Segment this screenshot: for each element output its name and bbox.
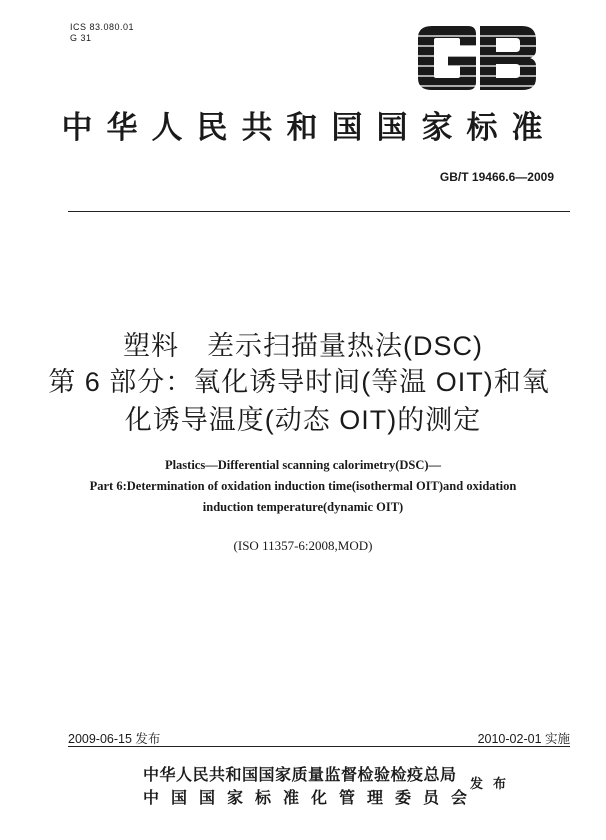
en-title-line-3: induction temperature(dynamic OIT) xyxy=(202,500,404,514)
issued-label: 发布 xyxy=(470,776,517,791)
ccs-code: G 31 xyxy=(70,33,92,43)
implementation-date: 2010-02-01 实施 xyxy=(477,732,570,746)
ics-code: ICS 83.080.01 xyxy=(70,22,135,32)
adoption-note: (ISO 11357-6:2008,MOD) xyxy=(233,538,373,553)
standard-number: GB/T 19466.6—2009 xyxy=(439,170,554,184)
issuing-org-line-1: 中华人民共和国国家质量监督检验检疫总局 xyxy=(143,767,457,784)
top-divider xyxy=(68,211,570,212)
issuing-org-line-2: 中国国家标准化管理委员会 xyxy=(143,790,480,807)
en-title-line-2: Part 6:Determination of oxidation induction time(isothermal OIT)and oxidation xyxy=(89,479,517,493)
national-standard-title: 中华人民共和国国家标准 xyxy=(61,110,557,145)
issue-date: 2009-06-15 发布 xyxy=(68,732,161,746)
cn-title-line-3: 化诱导温度(动态 OIT)的测定 xyxy=(124,405,482,435)
bottom-divider xyxy=(68,746,570,747)
cn-title-line-1: 塑料 差示扫描量热法(DSC) xyxy=(123,331,483,361)
en-title-line-1: Plastics—Differential scanning calorimetry(DSC)— xyxy=(164,458,442,472)
gb-logo-icon xyxy=(410,22,540,94)
cn-title-line-2: 第 6 部分：氧化诱导时间(等温 OIT)和氧 xyxy=(48,367,550,397)
